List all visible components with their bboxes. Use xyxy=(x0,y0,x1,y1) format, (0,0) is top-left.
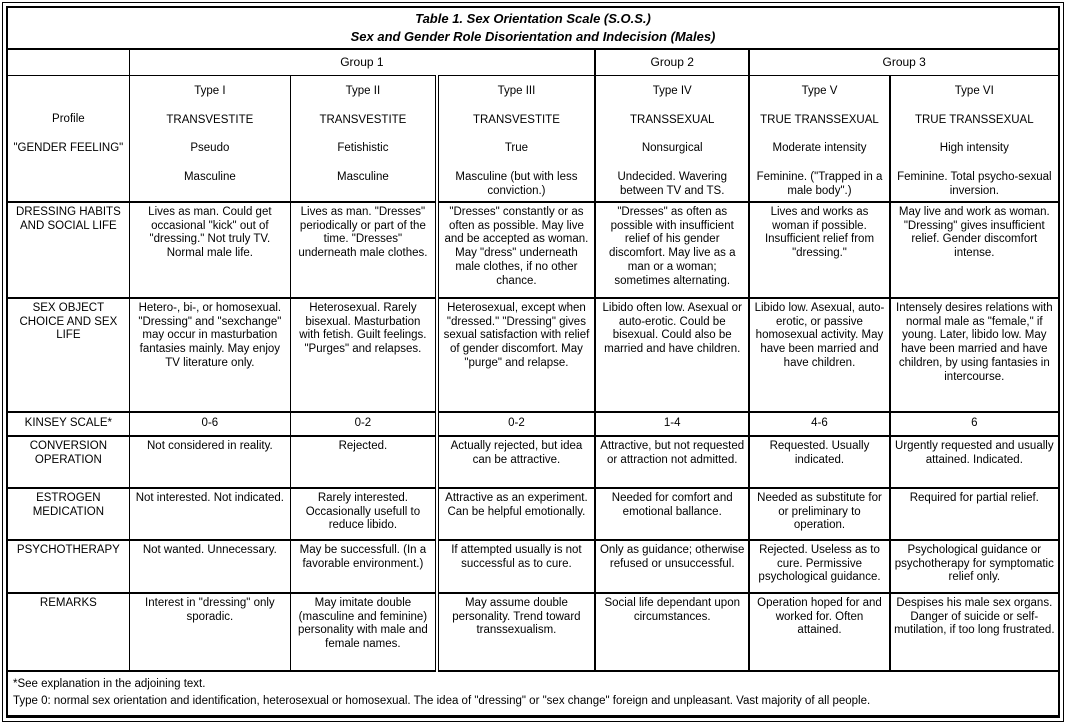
row-label-sex-object: SEX OBJECT CHOICE AND SEX LIFE xyxy=(7,298,129,412)
type-3-subtype: True xyxy=(504,142,529,155)
footnote-type-0: Type 0: normal sex orientation and identification, heterosexual or homosexual. The idea of "dressing" or "sex change" foreign and unpleasant. Vast majority of all people. xyxy=(13,695,871,708)
cell-conversion-type-6: Urgently requested and usually attained. Indicated. xyxy=(890,436,1059,488)
cell-remarks-type-6: Despises his male sex organs. Danger of suicide or self-mutilation, if too long frustrated. xyxy=(890,593,1059,671)
profile-label-line1: Profile xyxy=(52,112,85,125)
cell-conversion-type-5: Requested. Usually indicated. xyxy=(749,436,889,488)
type-1-feeling: Masculine xyxy=(183,171,236,184)
cell-psychotherapy-type-4: Only as guidance; otherwise refused or unsuccessful. xyxy=(595,540,749,593)
psychotherapy-row xyxy=(7,540,1059,593)
cell-sexobject-type-1: Hetero-, bi-, or homosexual. "Dressing" and "sexchange" may occur in masturbation fantasies mainly. May enjoy TV literature only. xyxy=(129,298,290,412)
cell-kinsey-type-4: 1-4 xyxy=(595,412,749,436)
kinsey-scale-row xyxy=(7,412,1059,436)
cell-estrogen-type-6: Required for partial relief. xyxy=(890,488,1059,540)
type-2-name: Type II xyxy=(345,84,381,97)
row-label-estrogen-medication: ESTROGEN MEDICATION xyxy=(7,488,129,540)
cell-conversion-type-3: Actually rejected, but idea can be attractive. xyxy=(437,436,595,488)
dressing-habits-row xyxy=(7,202,1059,298)
footnotes xyxy=(7,671,1059,717)
group-3-header: Group 3 xyxy=(749,49,1059,75)
row-label-profile xyxy=(7,75,129,201)
type-2-feeling: Masculine xyxy=(337,171,389,184)
type-5-subtype: Moderate intensity xyxy=(772,142,867,155)
cell-sexobject-type-5: Libido low. Asexual, auto-erotic, or passive homosexual activity. May have been married and have children. xyxy=(749,298,889,412)
cell-kinsey-type-5: 4-6 xyxy=(749,412,889,436)
row-label-kinsey-scale: KINSEY SCALE* xyxy=(7,412,129,436)
type-6-header xyxy=(890,75,1059,201)
cell-conversion-type-2: Rejected. xyxy=(291,436,437,488)
cell-remarks-type-5: Operation hoped for and worked for. Often attained. xyxy=(749,593,889,671)
corner-cell xyxy=(7,49,129,75)
type-1-category: TRANSVESTITE xyxy=(166,113,254,126)
cell-sexobject-type-6: Intensely desires relations with normal male as "female," if young. Later, libido low. May have been married and have children, by using fantasies in intercourse. xyxy=(890,298,1059,412)
cell-dressing-type-4: "Dresses" as often as possible with insufficient relief of his gender discomfort. May live as a man or a woman; sometimes alternating. xyxy=(595,202,749,298)
footnote-asterisk: *See explanation in the adjoining text. xyxy=(13,677,206,690)
table-title-line2: Sex and Gender Role Disorientation and Indecision (Males) xyxy=(350,29,716,45)
cell-psychotherapy-type-1: Not wanted. Unnecessary. xyxy=(129,540,290,593)
type-3-name: Type III xyxy=(497,84,536,97)
table-outer-border xyxy=(2,2,1064,722)
profile-row xyxy=(7,75,1059,201)
type-5-category: TRUE TRANSSEXUAL xyxy=(760,113,879,126)
type-4-subtype: Nonsurgical xyxy=(641,142,703,155)
cell-remarks-type-4: Social life dependant upon circumstances. xyxy=(595,593,749,671)
cell-psychotherapy-type-3: If attempted usually is not successful as to cure. xyxy=(437,540,595,593)
cell-dressing-type-5: Lives and works as woman if possible. Insufficient relief from "dressing." xyxy=(749,202,889,298)
cell-conversion-type-4: Attractive, but not requested or attraction not admitted. xyxy=(595,436,749,488)
cell-kinsey-type-2: 0-2 xyxy=(291,412,437,436)
type-4-header xyxy=(595,75,749,201)
row-label-conversion-operation: CONVERSION OPERATION xyxy=(7,436,129,488)
cell-sexobject-type-4: Libido often low. Asexual or auto-erotic. Could be bisexual. Could also be married and have children. xyxy=(595,298,749,412)
cell-conversion-type-1: Not considered in reality. xyxy=(129,436,290,488)
type-1-name: Type I xyxy=(194,84,226,97)
title-row xyxy=(7,7,1059,49)
group-header-row xyxy=(7,49,1059,75)
type-6-subtype: High intensity xyxy=(939,142,1009,155)
conversion-operation-row xyxy=(7,436,1059,488)
type-3-feeling: Masculine (but with less conviction.) xyxy=(455,171,578,198)
cell-estrogen-type-2: Rarely interested. Occasionally usefull to reduce libido. xyxy=(291,488,437,540)
type-6-category: TRUE TRANSSEXUAL xyxy=(914,113,1034,126)
cell-sexobject-type-3: Heterosexual, except when "dressed." "Dressing" gives sexual satisfaction with relief of gender discomfort. May "purge" and relapse. xyxy=(437,298,595,412)
cell-estrogen-type-3: Attractive as an experiment. Can be helpful emotionally. xyxy=(437,488,595,540)
cell-estrogen-type-4: Needed for comfort and emotional ballance. xyxy=(595,488,749,540)
group-2-header: Group 2 xyxy=(595,49,749,75)
cell-kinsey-type-6: 6 xyxy=(890,412,1059,436)
cell-remarks-type-1: Interest in "dressing" only sporadic. xyxy=(129,593,290,671)
sos-table xyxy=(6,6,1060,718)
type-3-header xyxy=(437,75,595,201)
profile-label-line2: "GENDER FEELING" xyxy=(13,141,124,154)
type-2-subtype: Fetishistic xyxy=(337,142,389,155)
cell-dressing-type-6: May live and work as woman. "Dressing" gives insufficient relief. Gender discomfort intense. xyxy=(890,202,1059,298)
sex-object-row xyxy=(7,298,1059,412)
type-4-name: Type IV xyxy=(652,84,692,97)
row-label-dressing-habits: DRESSING HABITS AND SOCIAL LIFE xyxy=(7,202,129,298)
type-6-name: Type VI xyxy=(954,84,994,97)
cell-estrogen-type-5: Needed as substitute for or preliminary to operation. xyxy=(749,488,889,540)
cell-estrogen-type-1: Not interested. Not indicated. xyxy=(129,488,290,540)
type-4-feeling: Undecided. Wavering between TV and TS. xyxy=(617,171,727,198)
table-title-line1: Table 1. Sex Orientation Scale (S.O.S.) xyxy=(415,11,651,26)
cell-psychotherapy-type-5: Rejected. Useless as to cure. Permissive psychological guidance. xyxy=(749,540,889,593)
type-5-header xyxy=(749,75,889,201)
remarks-row xyxy=(7,593,1059,671)
type-1-header xyxy=(129,75,290,201)
type-5-feeling: Feminine. ("Trapped in a male body".) xyxy=(756,171,883,198)
cell-psychotherapy-type-6: Psychological guidance or psychotherapy for symptomatic relief only. xyxy=(890,540,1059,593)
table-title xyxy=(7,7,1059,49)
cell-remarks-type-2: May imitate double (masculine and feminine) personality with male and female names. xyxy=(291,593,437,671)
cell-dressing-type-1: Lives as man. Could get occasional "kick" out of "dressing." Not truly TV. Normal male life. xyxy=(129,202,290,298)
cell-dressing-type-3: "Dresses" constantly or as often as possible. May live and be accepted as woman. May "dress" underneath male clothes, if no other chance. xyxy=(437,202,595,298)
type-2-category: TRANSVESTITE xyxy=(319,113,407,126)
cell-remarks-type-3: May assume double personality. Trend toward transsexualism. xyxy=(437,593,595,671)
cell-kinsey-type-1: 0-6 xyxy=(129,412,290,436)
type-5-name: Type V xyxy=(801,84,838,97)
type-4-category: TRANSSEXUAL xyxy=(630,113,715,126)
type-2-header xyxy=(291,75,437,201)
type-3-category: TRANSVESTITE xyxy=(472,113,560,126)
cell-psychotherapy-type-2: May be successfull. (In a favorable environment.) xyxy=(291,540,437,593)
row-label-psychotherapy: PSYCHOTHERAPY xyxy=(7,540,129,593)
type-6-feeling: Feminine. Total psycho-sexual inversion. xyxy=(897,171,1052,198)
type-1-subtype: Pseudo xyxy=(190,142,230,155)
row-label-remarks: REMARKS xyxy=(7,593,129,671)
cell-dressing-type-2: Lives as man. "Dresses" periodically or part of the time. "Dresses" underneath male clothes. xyxy=(291,202,437,298)
cell-kinsey-type-3: 0-2 xyxy=(437,412,595,436)
cell-sexobject-type-2: Heterosexual. Rarely bisexual. Masturbation with fetish. Guilt feelings. "Purges" and relapses. xyxy=(291,298,437,412)
estrogen-medication-row xyxy=(7,488,1059,540)
footnote-row xyxy=(7,671,1059,717)
group-1-header: Group 1 xyxy=(129,49,595,75)
